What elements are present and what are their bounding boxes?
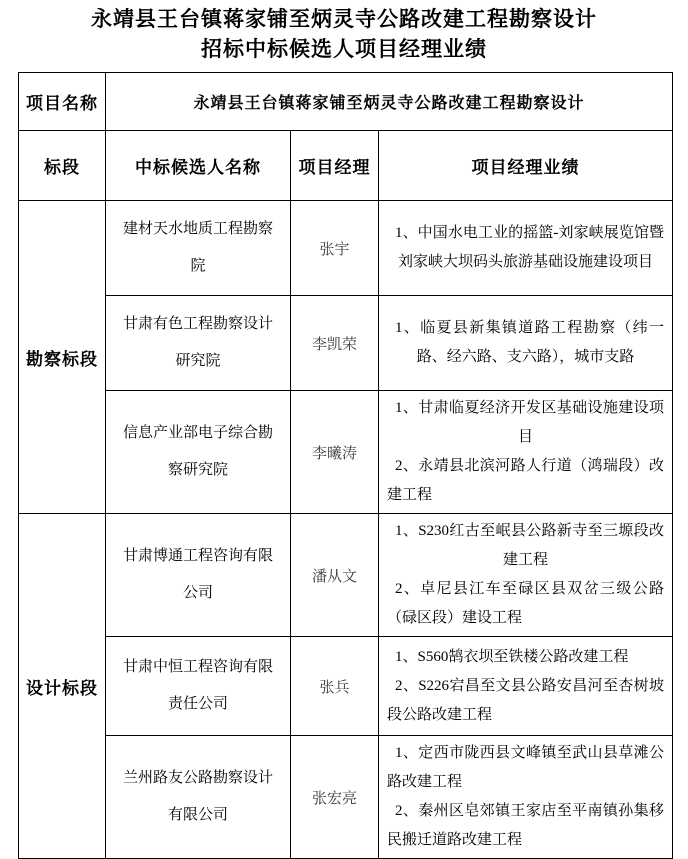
- table-row: [19, 201, 673, 296]
- candidate-name: 甘肃博通工程咨询有限公司: [106, 514, 291, 637]
- project-name-value: 永靖县王台镇蒋家铺至炳灵寺公路改建工程勘察设计: [106, 73, 673, 131]
- manager-name: 张宇: [291, 201, 379, 296]
- bid-results-table: [18, 72, 673, 859]
- achievement-item: 1、甘肃临夏经济开发区基础设施建设项目: [395, 400, 665, 445]
- document-title: [0, 5, 688, 65]
- candidate-name: 兰州路友公路勘察设计有限公司: [106, 736, 291, 859]
- manager-name: 李曦涛: [291, 391, 379, 514]
- header-achievements: 项目经理业绩: [379, 131, 673, 201]
- achievement-item: 1、S230红古至岷县公路新寺至三塬段改建工程: [395, 523, 665, 568]
- table-row: [19, 391, 673, 514]
- section-label-survey: 勘察标段: [19, 201, 106, 514]
- candidate-name: 甘肃中恒工程咨询有限责任公司: [106, 637, 291, 736]
- table-row: [19, 637, 673, 736]
- achievements-cell: [379, 391, 673, 514]
- manager-name: 张兵: [291, 637, 379, 736]
- header-section: 标段: [19, 131, 106, 201]
- manager-name: 李凯荣: [291, 296, 379, 391]
- candidate-name: 建材天水地质工程勘察院: [106, 201, 291, 296]
- project-name-label: 项目名称: [19, 73, 106, 131]
- header-manager: 项目经理: [291, 131, 379, 201]
- document-title-line2: 招标中标候选人项目经理业绩: [201, 38, 487, 61]
- table-row: [19, 296, 673, 391]
- achievements-cell: [379, 514, 673, 637]
- achievement-item: 1、临夏县新集镇道路工程勘察（纬一路、经六路、支六路），城市支路: [395, 320, 665, 365]
- achievements-cell: [379, 637, 673, 736]
- achievement-item: 1、中国水电工业的摇篮-刘家峡展览馆暨刘家峡大坝码头旅游基础设施建设项目: [395, 225, 665, 270]
- header-candidate: 中标候选人名称: [106, 131, 291, 201]
- achievement-item: 1、S560鹄衣坝至铁楼公路改建工程: [395, 648, 629, 665]
- achievement-item: 1、定西市陇西县文峰镇至武山县草滩公路改建工程: [387, 745, 665, 790]
- candidate-name: 信息产业部电子综合勘察研究院: [106, 391, 291, 514]
- achievements-cell: [379, 736, 673, 859]
- candidate-name: 甘肃有色工程勘察设计研究院: [106, 296, 291, 391]
- achievement-item: 2、秦州区皂郊镇王家店至平南镇孙集移民搬迁道路改建工程: [387, 803, 665, 848]
- achievement-item: 2、永靖县北滨河路人行道（鸿瑞段）改建工程: [387, 458, 665, 503]
- project-name-row: [19, 73, 673, 131]
- achievement-item: 2、卓尼县江车至碌区县双岔三级公路（碌区段）建设工程: [387, 581, 665, 626]
- manager-name: 张宏亮: [291, 736, 379, 859]
- achievements-cell: [379, 296, 673, 391]
- section-label-design: 设计标段: [19, 514, 106, 859]
- document-title-line1: 永靖县王台镇蒋家铺至炳灵寺公路改建工程勘察设计: [91, 8, 597, 31]
- table-header-row: [19, 131, 673, 201]
- achievement-item: 2、S226宕昌至文县公路安昌河至杏树坡段公路改建工程: [387, 677, 665, 723]
- table-row: [19, 514, 673, 637]
- manager-name: 潘从文: [291, 514, 379, 637]
- table-row: [19, 736, 673, 859]
- achievements-cell: [379, 201, 673, 296]
